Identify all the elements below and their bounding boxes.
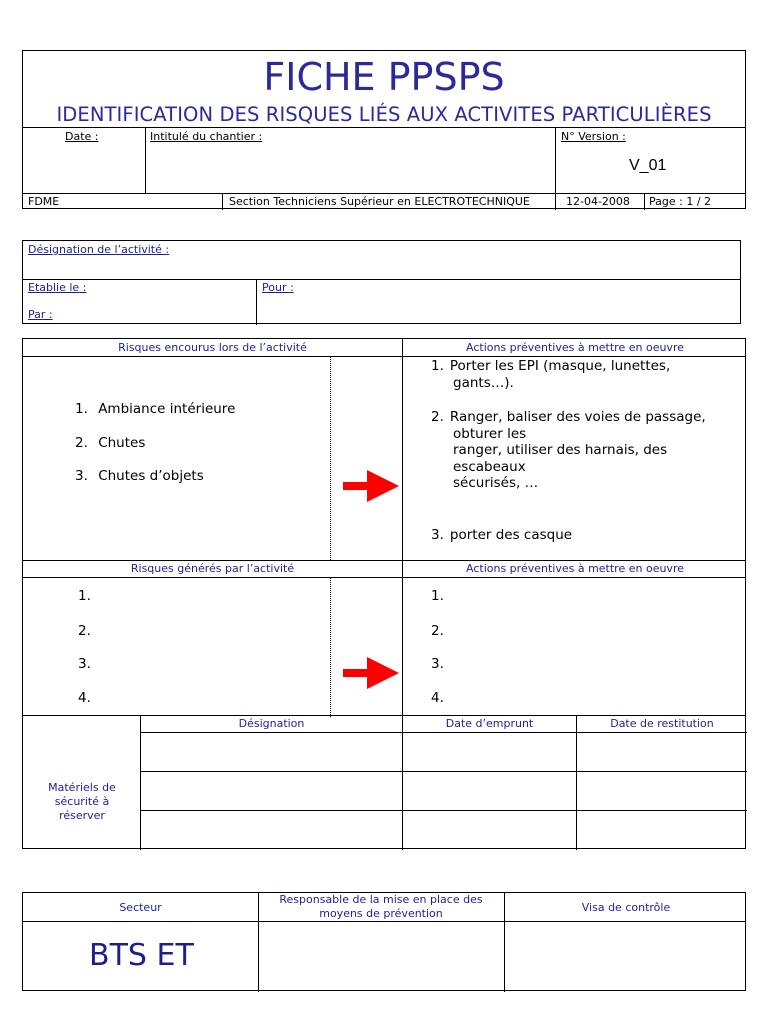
footer-page: Page : 1 / 2 [649, 195, 712, 208]
responsible-header: Responsable de la mise en place des moyens de prévention [279, 893, 483, 920]
sector-header: Secteur [119, 901, 162, 914]
version-label: N° Version : [561, 130, 626, 143]
version-value: V_01 [629, 157, 667, 174]
list-item: 2. [78, 623, 91, 639]
list-item: 1. Porter les EPI (masque, lunettes, gants…). [431, 358, 671, 391]
divider [330, 356, 331, 560]
activity-block [22, 240, 741, 324]
list-item: 3. Chutes d’objets [75, 468, 204, 484]
divider [23, 127, 745, 128]
list-item: 2. Chutes [75, 435, 146, 451]
list-item: 3. porter des casque [431, 527, 573, 543]
actions-header: Actions préventives à mettre en oeuvre [466, 341, 684, 354]
divider [23, 577, 745, 578]
visa-header: Visa de contrôle [581, 901, 671, 914]
divider [256, 279, 257, 325]
divider [140, 771, 747, 772]
list-item: 2. [431, 623, 444, 639]
generated-actions-header: Actions préventives à mettre en oeuvre [466, 562, 684, 575]
page-title: FICHE PPSPS [263, 55, 505, 99]
divider [555, 193, 556, 210]
divider [23, 193, 745, 194]
divider [23, 356, 745, 357]
divider [258, 893, 259, 992]
for-label: Pour : [262, 281, 294, 294]
page-subtitle: IDENTIFICATION DES RISQUES LIÉS AUX ACTIVITES PARTICULIÈRES [56, 103, 712, 126]
footer-org: FDME [28, 195, 60, 208]
divider [140, 810, 747, 811]
equipment-label: Matériels de sécurité à réserver [48, 781, 116, 822]
divider [402, 716, 403, 850]
divider [402, 339, 403, 717]
divider [23, 921, 745, 922]
arrow-right-icon [343, 470, 399, 502]
equipment-table [22, 715, 746, 849]
divider [23, 279, 740, 280]
arrow-right-icon [343, 657, 399, 689]
activity-designation-label: Désignation de l’activité : [28, 243, 170, 256]
divider [330, 577, 331, 717]
list-item: 1. Ambiance intérieure [75, 401, 236, 417]
list-item: 3. [431, 656, 444, 672]
divider [140, 716, 141, 850]
footer-date: 12-04-2008 [566, 195, 630, 208]
divider [644, 193, 645, 210]
list-item: 2. Ranger, baliser des voies de passage, obturer les ranger, utiliser des harnais, des escabeaux sécurisés, … [431, 409, 706, 491]
site-label: Intitulé du chantier : [150, 130, 263, 143]
generated-header: Risques générés par l’activité [130, 562, 295, 575]
list-item: 4. [431, 690, 444, 706]
list-item: 3. [78, 656, 91, 672]
divider [576, 716, 577, 850]
borrow-date-header: Date d’emprunt [445, 717, 534, 730]
footer-section: Section Techniciens Supérieur en ELECTROTECHNIQUE [229, 195, 530, 208]
list-item: 1. [431, 588, 444, 604]
list-item: 1. [78, 588, 91, 604]
divider [222, 193, 223, 210]
header-block [22, 50, 746, 209]
divider [140, 732, 747, 733]
date-label: Date : [65, 130, 99, 143]
by-label: Par : [28, 308, 53, 321]
sector-value: BTS ET [89, 938, 194, 973]
divider [23, 560, 745, 561]
designation-header: Désignation [238, 717, 305, 730]
return-date-header: Date de restitution [610, 717, 714, 730]
divider [555, 127, 556, 193]
established-label: Etablie le : [28, 281, 87, 294]
control-table [22, 892, 746, 991]
incurred-header: Risques encourus lors de l’activité [118, 341, 307, 354]
divider [145, 127, 146, 193]
risks-table [22, 338, 746, 716]
list-item: 4. [78, 690, 91, 706]
